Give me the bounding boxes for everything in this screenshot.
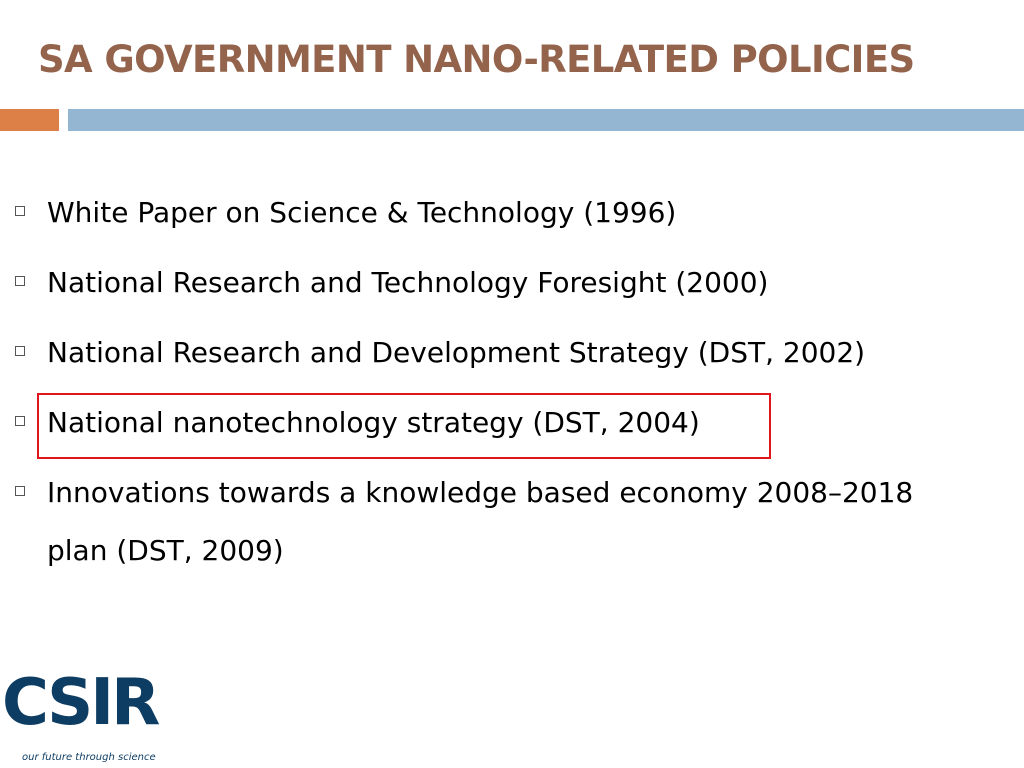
bullet-text: National Research and Technology Foresight (2000) [47,266,769,299]
bullet-text: White Paper on Science & Technology (1996) [47,196,677,229]
square-bullet-icon [15,346,25,356]
logo-tagline: our future through science [22,752,156,763]
bullet-text: Innovations towards a knowledge based economy 2008–2018 plan (DST, 2009) [47,476,914,567]
square-bullet-icon [15,486,25,496]
bullet-text: National Research and Development Strategy (DST, 2002) [47,336,866,369]
logo-wordmark: CSIR [2,666,158,740]
bullet-text: National nanotechnology strategy (DST, 2004) [47,406,700,439]
square-bullet-icon [15,206,25,216]
bullet-item [0,464,927,580]
highlight-box [37,393,771,459]
bullet-item [0,262,1024,304]
bullet-item [0,192,1024,234]
square-bullet-icon [15,416,25,426]
title-underline-bar [68,109,1024,131]
slide-title: SA GOVERNMENT NANO-RELATED POLICIES [38,38,915,81]
bullet-item [0,332,1024,374]
csir-logo [2,664,158,768]
accent-bar [0,109,59,131]
square-bullet-icon [15,276,25,286]
